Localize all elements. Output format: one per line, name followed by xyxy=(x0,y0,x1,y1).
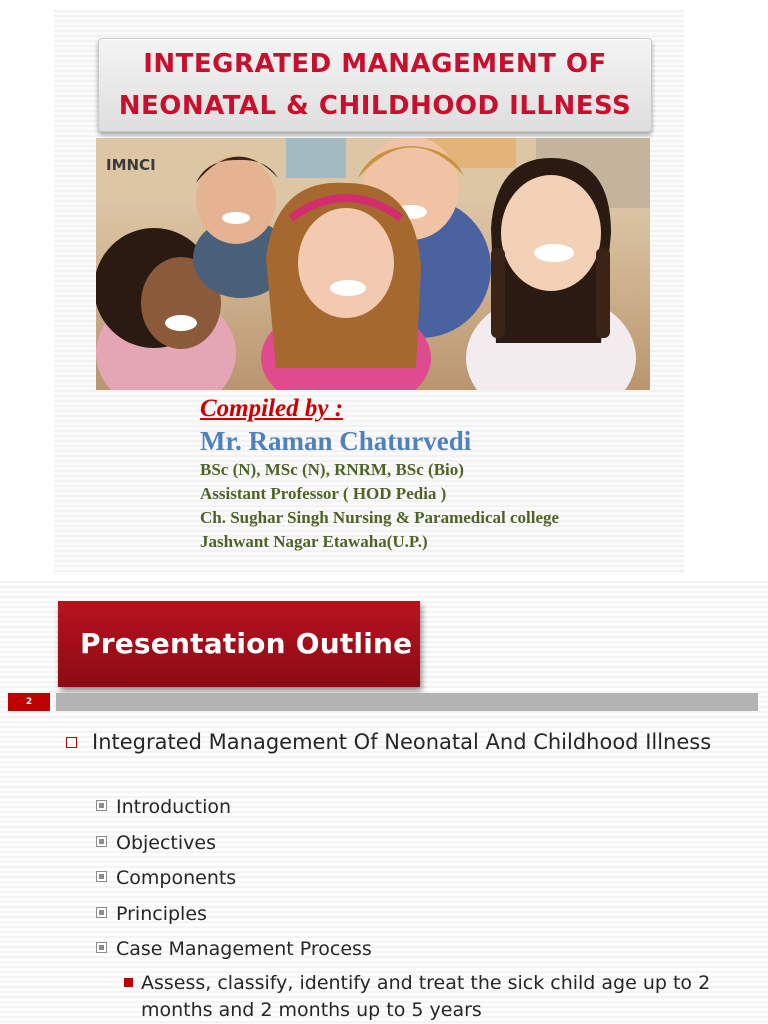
outline-title: Presentation Outline xyxy=(80,627,413,660)
title-line-1: INTEGRATED MANAGEMENT OF xyxy=(143,49,607,79)
filled-square-bullet-icon xyxy=(124,978,133,987)
outline-main-item-text: Integrated Management Of Neonatal And Childhood Illness xyxy=(92,730,712,754)
outline-sub-item-text: Introduction xyxy=(116,796,232,818)
author-name: Mr. Raman Chaturvedi xyxy=(200,426,472,456)
square-bullet-icon xyxy=(96,800,107,811)
outline-sub-item xyxy=(96,795,231,819)
square-bullet-icon xyxy=(96,871,107,882)
credential-college: Ch. Sughar Singh Nursing & Paramedical college xyxy=(200,508,560,527)
outline-sub-item xyxy=(96,937,372,961)
credential-degrees: BSc (N), MSc (N), RNRM, BSc (Bio) xyxy=(200,460,464,479)
square-bullet-icon xyxy=(96,836,107,847)
outline-sub-item xyxy=(96,831,216,855)
slide-number: 2 xyxy=(8,693,50,711)
outline-sub-item-text: Case Management Process xyxy=(116,938,372,960)
credits-block xyxy=(200,394,670,554)
outline-sub-item-text: Components xyxy=(116,867,237,889)
title-slide xyxy=(54,10,684,575)
outline-third-level-item xyxy=(124,970,724,1024)
credential-location: Jashwant Nagar Etawaha(U.P.) xyxy=(200,532,428,551)
outline-sub-item-text: Principles xyxy=(116,903,207,925)
outline-main-item xyxy=(66,727,722,757)
hollow-square-bullet-icon xyxy=(66,737,77,748)
imnci-label: IMNCI xyxy=(106,156,156,174)
children-photo xyxy=(96,138,650,390)
outline-sub-item-text: Objectives xyxy=(116,832,216,854)
outline-sub-item xyxy=(96,902,207,926)
square-bullet-icon xyxy=(96,942,107,953)
outline-content xyxy=(0,581,768,1024)
outline-slide xyxy=(0,581,768,1024)
title-line-2: NEONATAL & CHILDHOOD ILLNESS xyxy=(118,91,632,121)
square-bullet-icon xyxy=(96,907,107,918)
outline-sub-item xyxy=(96,866,236,890)
credential-position: Assistant Professor ( HOD Pedia ) xyxy=(200,484,447,503)
title-banner xyxy=(98,38,652,132)
children-illustration xyxy=(96,138,650,390)
compiled-by-label: Compiled by : xyxy=(200,395,344,422)
outline-third-level-text: Assess, classify, identify and treat the sick child age up to 2 months and 2 months up to 5 years xyxy=(141,972,711,1021)
